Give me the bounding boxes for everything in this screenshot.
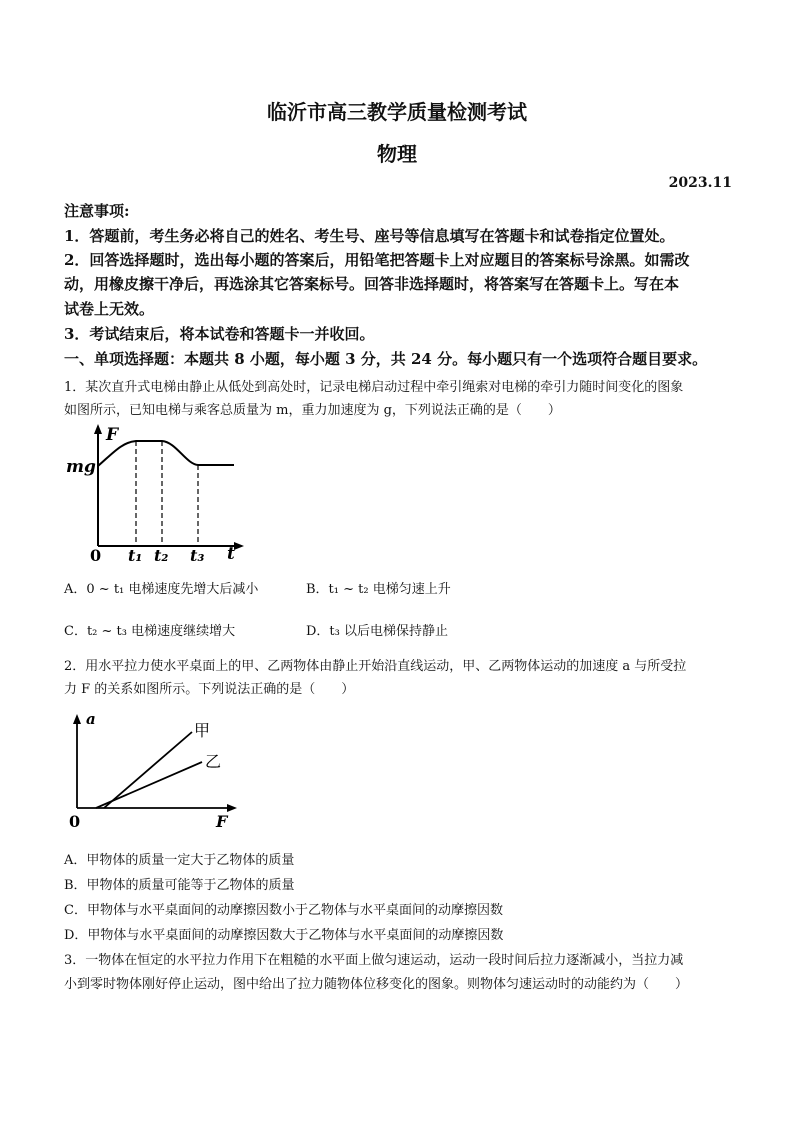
mg-label: mg [66,457,96,477]
y-label: a [86,710,96,728]
q1-stem-line-2: 如图所示，已知电梯与乘客总质量为 m，重力加速度为 g，下列说法正确的是（ ） [64,403,561,418]
t3-label: t₃ [190,546,205,563]
label-yi: 乙 [205,752,222,771]
origin-label: 0 [90,546,102,563]
exam-title: 临沂市高三教学质量检测考试 [267,100,527,124]
q2-option-d: D．甲物体与水平桌面间的动摩擦因数大于乙物体与水平桌面间的动摩擦因数 [64,928,504,943]
y-axis-arrow [94,424,102,434]
y-axis-arrow [73,714,81,724]
q3-stem-line-2: 小到零时物体刚好停止运动，图中给出了拉力随物体位移变化的图象。则物体匀速运动时的动能约为（ ） [64,977,689,992]
notice-item-2-line-2: 动，用橡皮擦干净后，再选涂其它答案标号。回答非选择题时，将答案写在答题卡上。写在本 [64,275,680,293]
t1-label: t₁ [128,546,143,563]
q3-stem-line-1: 3．一物体在恒定的水平拉力作用下在粗糙的水平面上做匀速运动，运动一段时间后拉力逐渐减小，当拉力减 [64,953,684,968]
notice-item-2-line-3: 试卷上无效。 [64,300,155,318]
q1-option-a: A．0 ~ t₁ 电梯速度先增大后减小 [64,582,259,597]
origin-label: 0 [69,812,81,831]
q1-option-c: C．t₂ ~ t₃ 电梯速度继续增大 [64,624,236,639]
exam-date: 2023.11 [668,175,732,191]
section-heading: 一、单项选择题：本题共 8 小题，每小题 3 分，共 24 分。每小题只有一个选项符合题目要求。 [64,350,708,368]
x-label: F [216,812,228,831]
x-axis-arrow [227,804,237,812]
q2-option-a: A．甲物体的质量一定大于乙物体的质量 [64,853,295,868]
q2-option-b: B．甲物体的质量可能等于乙物体的质量 [64,878,295,893]
force-curve [98,441,234,466]
x-axis-arrow [234,542,244,550]
q1-option-b: B．t₁ ~ t₂ 电梯匀速上升 [306,582,451,597]
subject-title: 物理 [377,142,417,166]
y-label: F [106,425,119,445]
line-jia [104,732,192,808]
x-label: t [227,544,235,563]
notice-item-1: 1．答题前，考生务必将自己的姓名、考生号、座号等信息填写在答题卡和试卷指定位置处。 [64,227,675,245]
q1-force-time-graph [64,418,249,563]
notice-heading: 注意事项: [64,202,130,220]
q2-stem-line-1: 2．用水平拉力使水平桌面上的甲、乙两物体由静止开始沿直线运动，甲、乙两物体运动的加速度 a 与所受拉 [64,659,687,674]
q2-acceleration-force-graph [64,710,244,832]
notice-item-3: 3．考试结束后，将本试卷和答题卡一并收回。 [64,325,375,343]
notice-item-2-line-1: 2．回答选择题时，选出每小题的答案后，用铅笔把答题卡上对应题目的答案标号涂黑。如需改 [64,251,690,269]
q1-option-d: D．t₃ 以后电梯保持静止 [306,624,448,639]
q2-option-c: C．甲物体与水平桌面间的动摩擦因数小于乙物体与水平桌面间的动摩擦因数 [64,903,503,918]
t2-label: t₂ [154,546,169,563]
label-jia: 甲 [194,721,211,740]
q2-stem-line-2: 力 F 的关系如图所示。下列说法正确的是（ ） [64,682,355,697]
q1-stem-line-1: 1．某次直升式电梯由静止从低处到高处时，记录电梯启动过程中牵引绳索对电梯的牵引力随时间变化的图象 [64,380,684,395]
